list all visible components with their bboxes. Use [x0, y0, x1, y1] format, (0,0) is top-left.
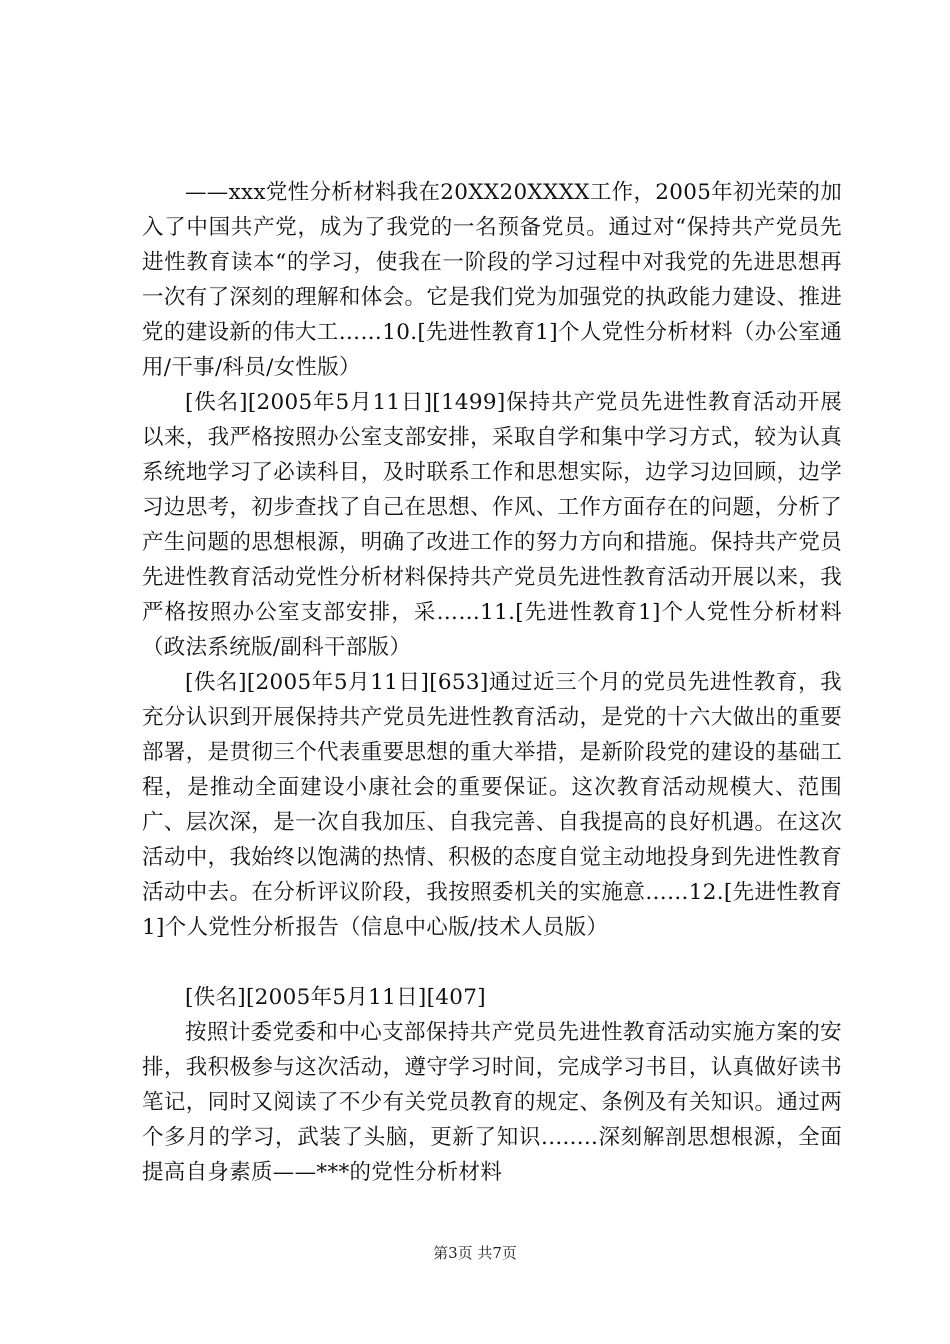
document-body [142, 175, 842, 1190]
paragraph-item-12-body: 按照计委党委和中心支部保持共产党员先进性教育活动实施方案的安排，我积极参与这次活动，遵守学习时间，完成学习书目，认真做好读书笔记，同时又阅读了不少有关党员教育的规定、条例及有关知识。通过两个多月的学习，武装了头脑，更新了知识........深刻解剖思想根源，全面提高自身素质——***的党性分析材料 [142, 1020, 842, 1185]
paragraph-item-10: [佚名][2005年5月11日][1499]保持共产党员先进性教育活动开展以来，我严格按照办公室支部安排，采取自学和集中学习方式，较为认真系统地学习了必读科目，及时联系工作和思想实际，边学习边回顾，边学习边思考，初步查找了自己在思想、作风、工作方面存在的问题，分析了产生问题的思想根源，明确了改进工作的努力方向和措施。保持共产党员先进性教育活动党性分析材料保持共产党员先进性教育活动开展以来，我严格按照办公室支部安排，采……11.[先进性教育1]个人党性分析材料（政法系统版/副科干部版） [142, 390, 842, 660]
paragraph-spacer [142, 945, 842, 980]
paragraph-item-11: [佚名][2005年5月11日][653]通过近三个月的党员先进性教育，我充分认识到开展保持共产党员先进性教育活动，是党的十六大做出的重要部署，是贯彻三个代表重要思想的重大举措，是新阶段党的建设的基础工程，是推动全面建设小康社会的重要保证。这次教育活动规模大、范围广、层次深，是一次自我加压、自我完善、自我提高的良好机遇。在这次活动中，我始终以饱满的热情、积极的态度自觉主动地投身到先进性教育活动中去。在分析评议阶段，我按照委机关的实施意……12.[先进性教育1]个人党性分析报告（信息中心版/技术人员版） [142, 670, 842, 940]
page-number-footer: 第3页 共7页 [433, 1244, 517, 1262]
paragraph-intro: ——xxx党性分析材料我在20XX20XXXX工作，2005年初光荣的加入了中国共产党，成为了我党的一名预备党员。通过对“保持共产党员先进性教育读本“的学习，使我在一阶段的学习过程中对我党的先进思想再一次有了深刻的理解和体会。它是我们党为加强党的执政能力建设、推进党的建设新的伟大工……10.[先进性教育1]个人党性分析材料（办公室通用/干事/科员/女性版） [142, 180, 842, 380]
paragraph-item-12-header: [佚名][2005年5月11日][407] [185, 985, 486, 1010]
